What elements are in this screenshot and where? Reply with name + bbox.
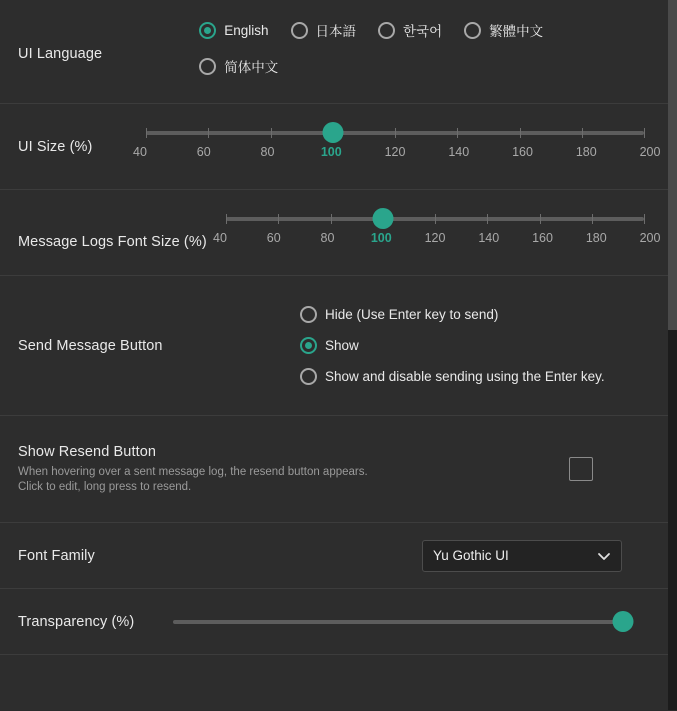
radio-icon <box>300 337 317 354</box>
radio-label: 简体中文 <box>224 60 279 75</box>
slider-thumb[interactable] <box>613 611 634 632</box>
ui-size-label-cell <box>18 139 140 155</box>
radio-icon <box>199 58 216 75</box>
ui-language-label: UI Language <box>18 46 103 62</box>
slider-track[interactable] <box>146 131 644 135</box>
setting-row-send-message-button <box>0 276 668 416</box>
setting-row-ui-size <box>0 104 668 190</box>
send-message-button-label: Send Message Button <box>18 337 163 354</box>
font-family-value: Yu Gothic UI <box>433 548 509 563</box>
slider-thumb[interactable] <box>372 208 393 229</box>
scale-tick: 180 <box>575 144 597 159</box>
scale-tick-active: 100 <box>370 230 392 245</box>
scale-tick: 80 <box>260 144 275 159</box>
slider-track[interactable] <box>226 217 644 221</box>
message-logs-font-size-label: Message Logs Font Size (%) <box>18 233 207 250</box>
scale-tick: 160 <box>532 230 553 245</box>
transparency-label-cell <box>18 614 173 630</box>
scale-tick: 60 <box>266 230 281 245</box>
scale-tick: 80 <box>320 230 335 245</box>
scrollbar-thumb[interactable] <box>668 0 677 330</box>
radio-icon <box>378 22 395 39</box>
ui-language-label-cell <box>18 0 199 62</box>
radio-language-english[interactable] <box>199 20 268 40</box>
transparency-slider[interactable] <box>173 620 623 624</box>
show-resend-button-label: Show Resend Button <box>18 443 157 460</box>
ui-language-radio-group <box>199 0 650 92</box>
message-logs-font-size-scale <box>213 230 661 249</box>
radio-icon <box>300 368 317 385</box>
radio-language-simplified-chinese[interactable] <box>199 56 278 76</box>
font-family-label-cell <box>18 548 422 564</box>
scale-tick: 140 <box>448 144 470 159</box>
scale-tick: 40 <box>213 230 227 245</box>
font-family-label: Font Family <box>18 547 95 564</box>
setting-row-message-logs-font-size <box>0 190 668 276</box>
send-message-button-radio-group <box>300 306 605 385</box>
radio-icon <box>300 306 317 323</box>
radio-send-show[interactable] <box>300 337 605 354</box>
transparency-label: Transparency (%) <box>18 613 135 630</box>
radio-language-traditional-chinese[interactable] <box>464 20 543 40</box>
radio-icon <box>464 22 481 39</box>
scale-tick: 120 <box>424 230 446 245</box>
radio-label: English <box>224 22 269 38</box>
setting-row-show-resend-button <box>0 416 668 523</box>
setting-row-font-family <box>0 523 668 589</box>
slider-thumb[interactable] <box>322 122 343 143</box>
radio-label: Show <box>325 338 359 353</box>
scale-tick: 200 <box>639 230 661 245</box>
send-message-button-label-cell <box>18 338 300 354</box>
radio-icon <box>199 22 216 39</box>
setting-row-ui-language <box>0 0 668 104</box>
radio-label: 日本語 <box>315 24 357 39</box>
setting-row-partial <box>0 655 668 711</box>
show-resend-button-description: When hovering over a sent message log, the resend button appears. Click to edit, long press to resend. <box>18 465 368 493</box>
radio-label: Show and disable sending using the Enter key. <box>325 369 605 384</box>
vertical-scrollbar[interactable] <box>668 0 677 710</box>
scale-tick: 60 <box>196 144 211 159</box>
radio-language-korean[interactable] <box>378 20 442 40</box>
message-logs-font-size-label-cell <box>18 216 218 250</box>
message-logs-font-size-slider[interactable] <box>213 217 661 249</box>
radio-language-japanese[interactable] <box>291 20 357 40</box>
scale-tick: 140 <box>478 230 500 245</box>
scale-tick: 120 <box>384 144 406 159</box>
chevron-down-icon <box>597 549 611 563</box>
scale-tick: 40 <box>133 144 147 159</box>
radio-icon <box>291 22 308 39</box>
radio-send-show-disable-enter[interactable] <box>300 368 605 385</box>
radio-label: 繁體中文 <box>489 24 544 39</box>
font-family-select[interactable] <box>422 540 622 572</box>
scale-tick-active: 100 <box>320 144 342 159</box>
show-resend-button-checkbox[interactable] <box>569 457 593 481</box>
scale-tick: 160 <box>512 144 533 159</box>
ui-size-slider[interactable] <box>133 131 661 163</box>
show-resend-button-label-cell <box>18 444 569 495</box>
setting-row-transparency <box>0 589 668 655</box>
radio-label: Hide (Use Enter key to send) <box>325 307 499 322</box>
scale-tick: 200 <box>639 144 661 159</box>
radio-send-hide[interactable] <box>300 306 605 323</box>
scale-tick: 180 <box>585 230 607 245</box>
ui-size-scale <box>133 144 661 163</box>
radio-label: 한국어 <box>403 24 443 39</box>
ui-size-label: UI Size (%) <box>18 138 93 155</box>
